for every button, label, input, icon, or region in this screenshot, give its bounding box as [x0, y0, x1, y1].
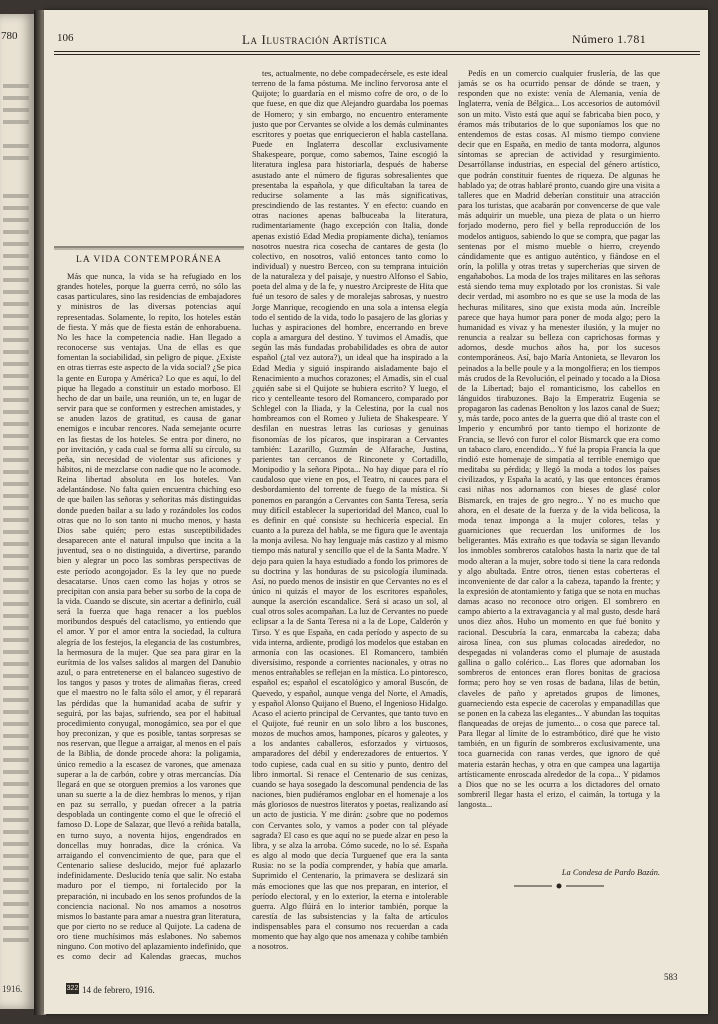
left-page-text-line: [3, 326, 29, 330]
left-page-text-line: [3, 446, 29, 450]
left-page-text-line: [3, 662, 29, 666]
left-page-text-line: [3, 218, 29, 222]
left-page-text-line: [3, 266, 29, 270]
left-page-text-line: [3, 84, 29, 88]
left-page-text-line: [3, 96, 29, 100]
text-column-3: [458, 69, 660, 879]
text-column-1: [57, 272, 241, 962]
left-page-text-line: [3, 722, 29, 726]
left-page-text-line: [3, 156, 29, 160]
left-page-text-line: [3, 108, 29, 112]
left-page-text-line: [3, 926, 29, 930]
footer-badge: 322: [66, 985, 79, 992]
section-divider: [54, 244, 244, 250]
left-page-text-line: [3, 638, 29, 642]
left-page-text-line: [3, 578, 29, 582]
left-page-text-line: [3, 144, 29, 148]
left-page-text-line: [3, 242, 29, 246]
left-page-text-line: [3, 350, 29, 354]
left-page-edge: [0, 14, 34, 1009]
left-page-text-line: [3, 254, 29, 258]
left-page-text-line: [3, 710, 29, 714]
left-page-text-line: [3, 494, 29, 498]
left-page-text-line: [3, 398, 29, 402]
left-page-text-line: [3, 566, 29, 570]
left-page-text-line: [3, 818, 29, 822]
left-page-text-line: [3, 674, 29, 678]
left-page-text-line: [3, 278, 29, 282]
left-page-text-line: [3, 338, 29, 342]
end-ornament: [514, 882, 604, 890]
column-text: Más que nunca, la vida se ha refugiado en los grandes hoteles, porque la guerra cerró, no sólo las casas particulares, sino las residencias de embajadores y ministros de las diversas potencias aquí representadas. Solamente, lo repito, los hoteles están de fiesta. Y más que de fiesta están de enhorabuena. No les hace la competencia nadie. Han llegado a reconocerse sus ventajas. Una de ellas es que fomentan la sociabilidad, sin peligro de pique. ¿Existe en otras tierras este aspecto de la vida social? ¿Se pica la gente en Europa y América? Lo que es aquí, lo del pique ha llegado a constituir un estado morboso. El hecho de dar un baile, una reunión, un te, en lugar de servir para que se conformen y estrechen amistades, y se anuden lazos de gratitud, es causa de ganar enemigos e incubar rencores. Nada semejante ocurre en las fiestas de los hoteles. Se entra por dinero, no por invitación, y cada cual se forma allí su círculo, su peña, sin necesidad de violentar sus aficiones y hábitos, ni de mezclarse con nadie que no le acomode. Reina libertad absoluta en los hoteles. Van adelantándose. No falta quien encuentra chiching eso de que bailen las señoras y señoritas más distinguidas donde pueden bailar a su lado y rozándoles los codos otras que no lo son tanto ni mucho menos, y hasta Dios sabe quién; pero estas susceptibilidades desaparecen ante el natural impulso que incita a la juventud, sea o no distinguida, a divertirse, parando bien y alegrar un poco las sombras perspectivas de este período acongojador. Es la ley que no puede desacatarse. Unos caen como las hojas y otros se precipitan con ansia para beber su sorbo de la copa de la vida. Cuando se discute, sin acertar a definirlo, cuál será la fuerza que haga renacer a los pueblos moribundos después del cataclismo, yo entiendo que el amor. Y por el amor entra la sociedad, la cultura alegría de los festejos, la elegancia de las costumbres, la hermosura de la mujer. Que sea para girar en la eurítmia de los valses salidos al margen del Danubio azul, o para entretenerse en el balanceo sugestivo de los tangos y pasos y trotes de alimañas fieras, creed que el maestro no le falta sólo el amor, y él reparará las pérdidas que la humanidad acaba de sufrir y seguirá, por las bajas, sufriendo, sea por el habitual procedimiento conyugal, monogámico, sea por el que hoy preconizan, y que es posible, tantas sorpresas se nos reservan, que llegue a arraigar, al menos en el país de la Biblia, de donde procede ahora: la poligamia, único remedio a la escasez de varones, que amenaza superar a la de carbón, cobre y otras mercancías. Día llegará en que se otorguen premios a los varones que unan su suerte a la de diez hembras lo menos, y rijan en paz su serrallo, y puedan ofrecer a la patria despoblada un contingente como el que le ofreció el famoso D. Lope de Salazar, que llevó a reñida batalla, en turno suyo, a noventa hijos, engendrados en doncellas muy honradas, dice la crónica. Va arraigando el convencimiento de que, para que el Centenario saliese deslucido, mejor fué aplazarlo indefinidamente. Deslucido tenía que salir. No estaba maduro por el tiempo, ni fortalecido por la preparación, ni incubado en los senos profundos de la conciencia nacional. No nos amamos a nosotros mismos lo bastante para amar a nuestra gran literatura, que por cierto no se reduce al Quijote. La cadena de oro tiene muchísimos más eslabones. No sabemos ninguno. Con motivo del aplazamiento indefinido, que es como decir ad Kalendas graecas, muchos: [57, 272, 241, 962]
left-page-text-line: [3, 314, 29, 318]
left-page-text-line: [3, 206, 29, 210]
left-page-text-line: [3, 686, 29, 690]
left-page-text-line: [3, 734, 29, 738]
left-page-text-line: [3, 458, 29, 462]
left-page-text-line: [3, 530, 29, 534]
left-page-text-line: [3, 866, 29, 870]
left-page-text-line: [3, 698, 29, 702]
left-page-text-line: [3, 590, 29, 594]
left-page-footer: 1916.: [2, 984, 23, 994]
left-page-text-line: [3, 890, 29, 894]
author-signature: La Condesa de Pardo Bazán.: [561, 868, 660, 877]
left-page-text-line: [3, 602, 29, 606]
left-page-text-line: [3, 120, 29, 124]
left-page-text-line: [3, 626, 29, 630]
left-page-text-line: [3, 374, 29, 378]
header-rule: [54, 51, 700, 52]
header-rule: [54, 54, 700, 55]
left-page-text-line: [3, 482, 29, 486]
left-page-text-line: [3, 422, 29, 426]
left-page-text-line: [3, 806, 29, 810]
left-page-text-line: [3, 290, 29, 294]
left-page-text-line: [3, 470, 29, 474]
left-page-text-line: [3, 506, 29, 510]
left-page-text-line: [3, 650, 29, 654]
left-page-text-line: [3, 434, 29, 438]
left-page-text-line: [3, 782, 29, 786]
left-page-text-line: [3, 830, 29, 834]
left-page-text-line: [3, 194, 29, 198]
left-page-text-line: [3, 758, 29, 762]
magazine-title: La Ilustración Artística: [242, 32, 388, 47]
left-page-text-line: [3, 614, 29, 618]
page-number: 106: [57, 32, 74, 44]
left-page-text-line: [3, 410, 29, 414]
footer-date: 14 de febrero, 1916.: [82, 985, 155, 995]
left-page-text-line: [3, 518, 29, 522]
left-page-text-line: [3, 914, 29, 918]
column-text: tes, actualmente, no debe compadecérsele, es este ideal terreno de la fama póstuma. Me inclino fervorosa ante el Quijote; lo guardaría en el mismo cofre de oro, o de lo que fuese, en que diz que Alejandro guardaba los poemas de Homero; y sin embargo, no encuentro enteramente justo que por Cervantes se olvide a los demás culminantes escritores y poetas que enriquecieron el habla castellana. Puede en Inglaterra descollar exclusivamente Shakespeare, porque, como sabemos, Taine escogió la literatura inglesa para historiarla, después de haberse asustado ante el número de figuras sobresalientes que presentaba la española, y que dificultaban la tarea de reducirse solamente a las más significativas, prescindiendo de las restantes. Y en efecto: cuando en otras naciones apenas balbuceaba la literatura, rudimentariamente (hago excepción con Italia, donde apenas existió Edad Media propiamente dicha), teníamos nosotros nuestra rica cosecha de cantares de gesta (lo colectivo, en nosotros, valió entonces tanto como lo individual) y nuestro Berceo, con su temprana intuición de la naturaleza y del paisaje, y nuestro Alfonso el Sabio, poeta del alma y de la fe, y nuestro Arcipreste de Hita que fué un tesoro de sales y de moralejas sabrosas, y nuestro Jorge Manrique, recogiendo en una sola a intensa elegía todo el sentido de la vida, todo lo pasajero de las glorias y luchas y aspiraciones del hombre, encerrando en breve copla a amargura del destino. Y tuvimos el Amadís, que según las más fundadas probabilidades es obra de autor español (¿tal vez autora?), un ideal que ha inspirado a la Edad Media y siguió inspirando aisladamente bajo el Renacimiento a muchos corazones; el Amadís, sin el cual ¿quién sabe si el Quijote se hubiera escrito? Y luego, el rico y centelleante tesoro del Romancero, comparado por Schlegel con la Iliada, y la Celestina, por la cual nos hombreamos con el Romeo y Julieta de Shakespeare. Y desfilan en nuestras letras las curiosas y genuinas fisonomías de los pícaros, que inspiraran a Cervantes también: Lazarillo, Guzmán de Alfarache, Justina, parientes tan cercanos de Rinconete y Cortadillo, Monipodio y la señora Pipota... No hay dique para el río caudaloso que viene en pos, el Teatro, ni cauces para el desbordamiento del torrente de fuego de la mística. Si ponemos en parangón a Cervantes con Santa Teresa, sería muy difícil establecer la superioridad del Manco, cual lo es definir en qué consiste su hechicería especial. En cuanto a la pureza del habla, se me figura que le aventaja la monja avilesa. No hay lenguaje más castizo y al mismo tiempo más natural y sencillo que el de la Santa Madre. Y dejo para quien la haya estudiado a fondo los primores de su doctrina y las honduras de su psicología iluminada. Así, no puedo menos de insistir en que Cervantes no es el único ni quizás el mayor de los escritores españoles, aunque la aserción escandalice. Será si acaso un sol, al cual otros soles acompañan. La luz de Cervantes no puede eclipsar a la de Santa Teresa ni a la de Lope, Calderón y Tirso. Y es que España, en cada período y aspecto de su vida interna, ardiente, prodigó los modelos que estaban en armonía con las ocasiones. El Romancero, también diversísimo, responde a corrientes nacionales, y otras no menos entrañables se reflejan en la mística. Lo pintoresco, español es; español el escatológico y amoral Buscón, de Quevedo, y español, aunque venga del Norte, el Amadís, y español Alonso Quijano el Bueno, el Ingenioso Hidalgo. Acaso el acierto principal de Cervantes, que tanto tuvo en el Quijote, fué reunir en un solo libro a los buscones, mozos de muchos amos, hampones, pícaros y galeotes, y a los andantes caballeros, esforzados y virtuosos, amparadores del débil y enderezadores de entuertos. Y todo cupiese, cada cual en su sitio y punto, dentro del libro inmortal. Si renace el Centenario de sus cenizas, cuando se haya sosegado la descomunal pendencia de las naciones, bien pudiéramos englobar en el homenaje a los más gloriosos de nuestros literatos y poetas, realizando así un acto de justicia. Y me dirán: ¿sobre que no podemos con Cervantes solo, y vamos a poder con tal pléyade sagrada? El caso es que aquí no se puede alzar en peso la libra, y se alza la arroba. Cómo sucede, no lo sé. España es algo al modo que decía Turguenef que era la santa Rusia: no se la podía comprender, y había que amarla. Suprimido el Centenario, la primavera se deslizará sin más emociones que las que nos preparan, en interior, el período electoral, y en lo exterior, la eterna e intolerable guerra. Algo flúirá en lo interior también, porque la carestía de las subsistencias y la falta de artículos indispensables para el consumo nos recuerdan a cada momento que hay algo que nos amenaza y cohíbe también a nosotros.: [252, 69, 448, 952]
left-page-text-line: [3, 230, 29, 234]
left-page-text-line: [3, 386, 29, 390]
text-column-2: [252, 69, 448, 959]
issue-number: Número 1.781: [572, 32, 647, 46]
left-page-text-line: [3, 842, 29, 846]
left-page-text-line: [3, 794, 29, 798]
left-page-text-line: [3, 878, 29, 882]
left-page-text-line: [3, 902, 29, 906]
left-page-number: 780: [1, 30, 18, 42]
magazine-page: [44, 10, 708, 1014]
left-page-text-line: [3, 854, 29, 858]
left-page-text-line: [3, 746, 29, 750]
continued-blank-space: [57, 69, 241, 239]
running-header: [44, 30, 708, 50]
left-page-text-line: [3, 554, 29, 558]
left-page-text-line: [3, 938, 29, 942]
left-page-text-line: [3, 302, 29, 306]
column-text: Pedís en un comercio cualquier fruslería, de las que jamás se os ha ocurrido pensar de dónde se traen, y responden que no existe: venía de Alemania, venía de Inglaterra, venía de Bélgica... Los accesorios de automóvil son un mito. Visto está que aquí se fabricaba bien poco, y éramos más tributarios de lo que suponíamos los que no entendemos de estas cosas. Al mismo tiempo conviene decir que en España, en medio de tanta modorra, algunos síntomas se aprecian de actividad y resurgimiento. Desarróllanse industrias, en especial del género artístico, que podrán constituir fuentes de riqueza. De algunas he hablado ya; de otras hablaré pronto, cuando gire una visita a talleres que en Madrid deberían constituir una atracción para los turistas, que acabarán por convencerse de que vale más adquirir un mueble, una pieza de plata o un hierro forjado moderno, pero fiel y bella reproducción de los modelos antiguos, sabiendo lo que se compra, que pagar las sentenas por el mismo mueble o hierro, creyendo cándidamente que es antiguo auténtico, y fiándose en el orín, la polilla y otras tretas y supercherías que sirven de engañabobos. La moda de los trajes militares en las señoras está siendo tema muy explotado por los cronistas. Si vale decir verdad, mi asombro no es que se use la moda de las hechuras militares, sino que exista moda aún. Increíble parece que haya humor para poner de moda algo; pero la humanidad es vivaz y ha menester ilusión, y la mujer no renuncia a realzar su belleza con caprichosas formas y adornos, desde muchos años ha, por los sucesos contemporáneos. Así, bajo María Antonieta, se llevaron los peinados a la belle poule y a la mongolfiera; en los tiempos más crudos de la Revolución, el peinado y tocado a la Diosa de la Libertad; bajo el romanticismo, los cabellos en lánguidos tirabuzones. Bajo la Emperatriz Eugenia se propagaron las cadenas Benolton y los lazos canal de Suez; y, más tarde, poco antes de la guerra que dió al traste con el Imperio y encumbró por tanto tiempo el horizonte de Francia, se llevó con furor el color Bismarck que era como un tabaco claro, encendido... Y fué la propia Francia la que rindió este homenaje de simpatía al terrible enemigo que meditaba su pérdida; y llegó la moda a todos los países civilizados, y España la acató, y las que entonces éramos casi niñas nos adornamos con bieses de glasé color Bismarck, en trajes de gro negro... Y no es mucho que ahora, en el desate de la fuerza y de la vida belicosa, la moda tenaz imponga a la mujer colores, telas y guarniciones que recuerdan los uniformes de los beligerantes. Más extraño es que todavía se sigan llevando los inmobles sombreros catalobos hasta la nariz que de tal modo alteran a la mujer, sobre todo si tiene la cara redonda y algo abultada. Entre otros, tienen estas coberteras el inconveniente de dar calor a la cabeza, tapando la frente; y la expresión de atontamiento y fatiga que se nota en muchas damas acaso no reconoce otro origen. El sombrero en campo abierto a la extravagancia y al mal gusto, desde hará unos diez años. Hubo un momento en que fué bonito y racional. Descubría la cara, enmarcaba la cabeza; daba airosa línea, con sus plumas colocadas airededor, no despegadas ni volanderas como el plumaje de asustada gallina o gallo colérico... Las flores que adornaban los sombreros de entonces eran flores bonitas de graciosa forma; pero hoy se ven rosas de badana, lilas de betún, claveles de paño y apretados grupos de limones, guarneciendo esta especie de cacerolas y empanadillas que se ponen en la cabeza las elegantes... Y abundan las toquitas flanqueadas de orejas de jumento... o cosa que parece tal. Para llegar al límite de lo estrambótico, diré que he visto también, en un figurín de sombreros exclusivamente, una toca guarnecida con ranas verdes, que ignoro de qué materia estarán hechas, y otra en que campea una lagartija artísticamente enroscada alrededor de la copa... Y pidamos a Dios que no se les ocurra a los dictadores del ornato sombreril llegar hasta el erizo, el caimán, la tortuga y la langosta...: [458, 69, 660, 810]
left-page-text-line: [3, 542, 29, 546]
footer-folio: 583: [664, 972, 678, 982]
left-page-text-line: [3, 770, 29, 774]
article-title: LA VIDA CONTEMPORÁNEA: [76, 255, 222, 265]
left-page-text-line: [3, 362, 29, 366]
